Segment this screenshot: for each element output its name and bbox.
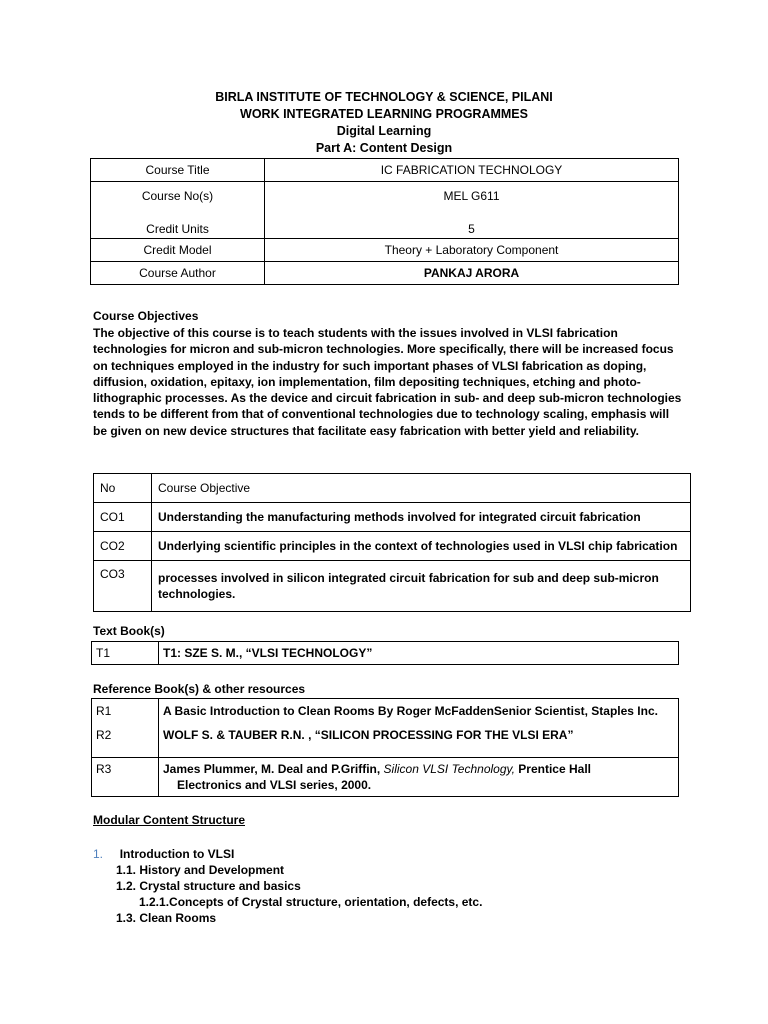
course-author-value: PANKAJ ARORA (265, 262, 679, 285)
course-title-value: IC FABRICATION TECHNOLOGY (265, 159, 679, 182)
document-header (0, 89, 768, 157)
co-row (94, 532, 691, 561)
credit-model-row (91, 239, 679, 262)
reference-no: R1 (96, 704, 112, 718)
co-row-no: CO3 (94, 561, 152, 612)
toc-item-text: Clean Rooms (139, 911, 217, 925)
toc-item-level3 (139, 894, 482, 910)
toc-item-text: Crystal structure and basics (139, 879, 301, 893)
digital-learning-label: Digital Learning (336, 124, 432, 138)
textbook-row (92, 642, 679, 665)
co-row (94, 561, 691, 612)
co-row-text: processes involved in silicon integrated circuit fabrication for sub and deep sub-micron technologies. (152, 561, 691, 612)
reference-row-r1-r2 (92, 699, 679, 758)
course-author-label: Course Author (91, 262, 265, 285)
co-header-row (94, 474, 691, 503)
co-row-no: CO2 (94, 532, 152, 561)
co-row (94, 503, 691, 532)
reference-row-r3 (92, 758, 679, 797)
credit-model-label: Credit Model (91, 239, 265, 262)
reference-authors: James Plummer, M. Deal and P.Griffin, (163, 762, 384, 776)
co-header-no: No (94, 474, 152, 503)
reference-text-cell (159, 699, 679, 758)
reference-no: R2 (96, 728, 112, 742)
toc-item-level1 (93, 846, 234, 862)
reference-book-title: Silicon VLSI Technology, (383, 762, 515, 776)
co-row-text: Underlying scientific principles in the context of technologies used in VLSI chip fabrication (152, 532, 691, 561)
course-no-credit-row (91, 182, 679, 239)
textbook-text: T1: SZE S. M., “VLSI TECHNOLOGY” (159, 642, 679, 665)
textbook-no: T1 (92, 642, 159, 665)
co-row-text: Understanding the manufacturing methods involved for integrated circuit fabrication (152, 503, 691, 532)
reference-no-cell (92, 758, 159, 797)
course-no-value: MEL G611 (443, 189, 500, 203)
reference-text: A Basic Introduction to Clean Rooms By Roger McFaddenSenior Scientist, Staples Inc. (163, 704, 658, 718)
course-title-label: Course Title (91, 159, 265, 182)
credit-units-label: Credit Units (146, 222, 209, 236)
toc-item-number: 1. (93, 847, 104, 861)
reference-publisher: Prentice Hall (514, 762, 591, 776)
references-title: Reference Book(s) & other resources (93, 682, 306, 696)
textbooks-title: Text Book(s) (93, 624, 165, 638)
credit-model-value: Theory + Laboratory Component (265, 239, 679, 262)
programme-name: WORK INTEGRATED LEARNING PROGRAMMES (240, 107, 528, 121)
toc-item-level2 (116, 910, 216, 926)
textbooks-table (91, 641, 679, 665)
toc-item-number: 1.2.1. (139, 895, 170, 909)
toc-item-number: 1.1. (116, 863, 137, 877)
modular-content-title: Modular Content Structure (93, 813, 245, 827)
course-no-credit-values (265, 182, 679, 239)
course-info-table (90, 158, 679, 285)
toc-item-text: Concepts of Crystal structure, orientation, defects, etc. (169, 895, 483, 909)
course-author-row (91, 262, 679, 285)
course-no-credit-labels (91, 182, 265, 239)
reference-no-cell (92, 699, 159, 758)
course-objective-table (93, 473, 691, 612)
reference-no: R3 (96, 762, 112, 776)
toc-item-number: 1.2. (116, 879, 137, 893)
toc-item-level2 (116, 878, 301, 894)
toc-item-level2 (116, 862, 284, 878)
toc-item-text: Introduction to VLSI (119, 847, 235, 861)
toc-item-number: 1.3. (116, 911, 137, 925)
co-row-no: CO1 (94, 503, 152, 532)
credit-units-value: 5 (468, 222, 475, 236)
part-title: Part A: Content Design (315, 141, 453, 155)
reference-text: WOLF S. & TAUBER R.N. , “SILICON PROCESSING FOR THE VLSI ERA” (163, 728, 574, 742)
course-objectives-title: Course Objectives (93, 309, 199, 323)
course-objectives-paragraph: The objective of this course is to teach students with the issues involved in VLSI fabrication technologies for micron and sub-micron technologies. More specifically, there will be increased focus on techniques employed in the industry for such important phases of VLSI fabrication as doping, diffusion, oxidation, epitaxy, ion implementation, film depositing techniques, etching and photo-lithographic processes. As the device and circuit fabrication in sub- and deep sub-micron technologies tends to be different from that of conventional technologies due to technology scaling, emphasis will be given on new device structures that facilitate easy fabrication with better yield and reliability. (93, 326, 682, 438)
reference-text (163, 761, 674, 777)
co-header-objective: Course Objective (152, 474, 691, 503)
course-no-label: Course No(s) (141, 189, 214, 203)
references-table (91, 698, 679, 797)
reference-text-continued: Electronics and VLSI series, 2000. (177, 778, 372, 792)
reference-text-cell (159, 758, 679, 797)
institute-name: BIRLA INSTITUTE OF TECHNOLOGY & SCIENCE, PILANI (215, 90, 553, 104)
toc-item-text: History and Development (139, 863, 285, 877)
course-title-row (91, 159, 679, 182)
